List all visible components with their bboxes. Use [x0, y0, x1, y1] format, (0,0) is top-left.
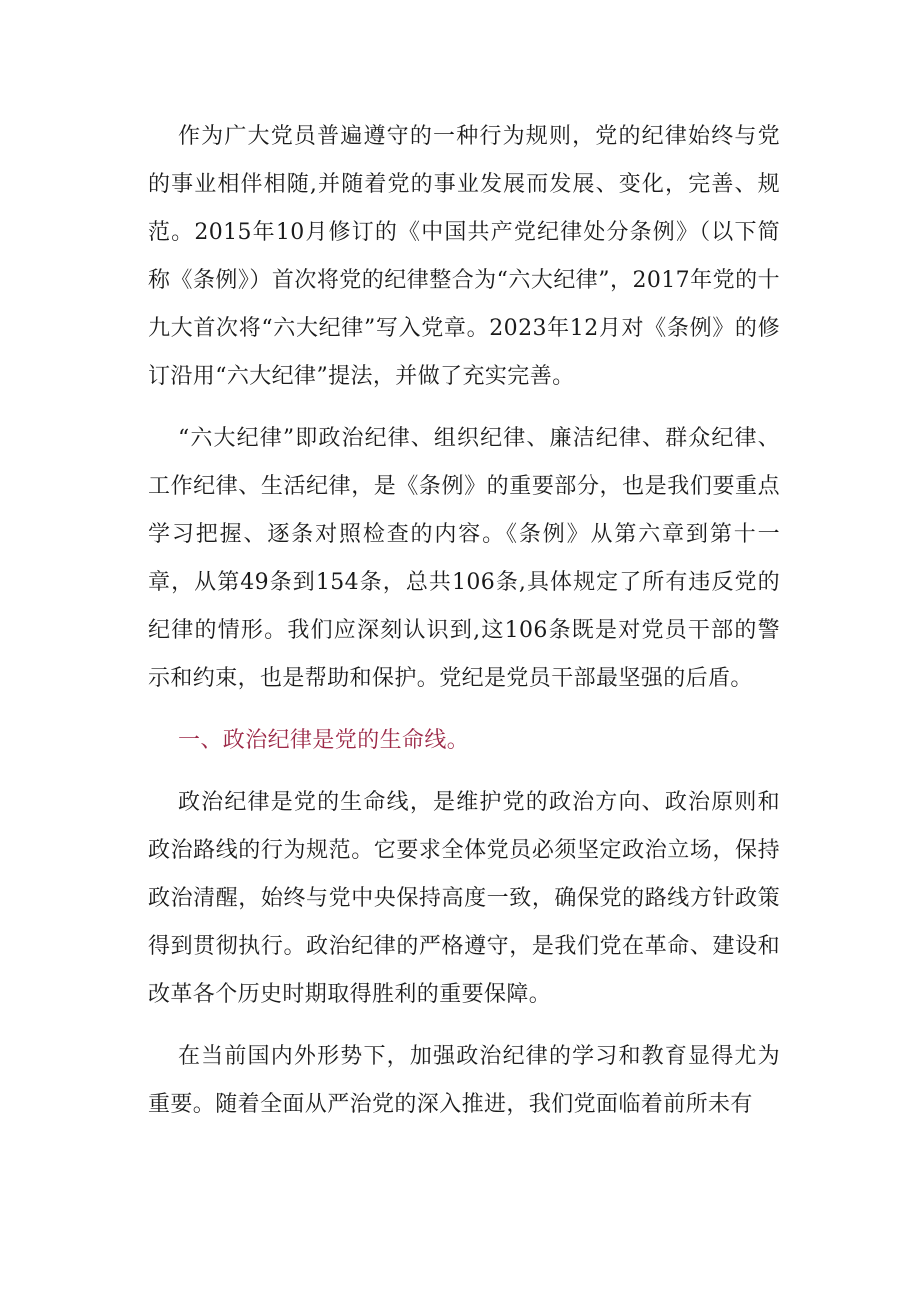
document-body: [148, 113, 780, 1129]
intro-paragraph: 作为广大党员普遍遵守的一种行为规则，党的纪律始终与党的事业相伴相随,并随着党的事业发展而发展、变化，完善、规范。2015年10月修订的《中国共产党纪律处分条例》（以下简称《条例》）首次将党的纪律整合为“六大纪律”，2017年党的十九大首次将“六大纪律”写入党章。2023年12月对《条例》的修订沿用“六大纪律”提法，并做了充实完善。: [148, 124, 780, 389]
section-heading: 一、政治纪律是党的生命线。: [178, 728, 470, 753]
political-discipline-paragraph: 政治纪律是党的生命线，是维护党的政治方向、政治原则和政治路线的行为规范。它要求全体党员必须坚定政治立场，保持政治清醒，始终与党中央保持高度一致，确保党的路线方针政策得到贯彻执行。政治纪律的严格遵守，是我们党在革命、建设和改革各个历史时期取得胜利的重要保障。: [148, 790, 780, 1007]
current-situation-paragraph: 在当前国内外形势下，加强政治纪律的学习和教育显得尤为重要。随着全面从严治党的深入推进，我们党面临着前所未有: [148, 1044, 780, 1117]
six-disciplines-paragraph: “六大纪律”即政治纪律、组织纪律、廉洁纪律、群众纪律、工作纪律、生活纪律，是《条例》的重要部分，也是我们要重点学习把握、逐条对照检查的内容。《条例》从第六章到第十一章，从第49条到154条，总共106条,具体规定了所有违反党的纪律的情形。我们应深刻认识到,这106条既是对党员干部的警示和约束，也是帮助和保护。党纪是党员干部最坚强的后盾。: [148, 426, 780, 691]
